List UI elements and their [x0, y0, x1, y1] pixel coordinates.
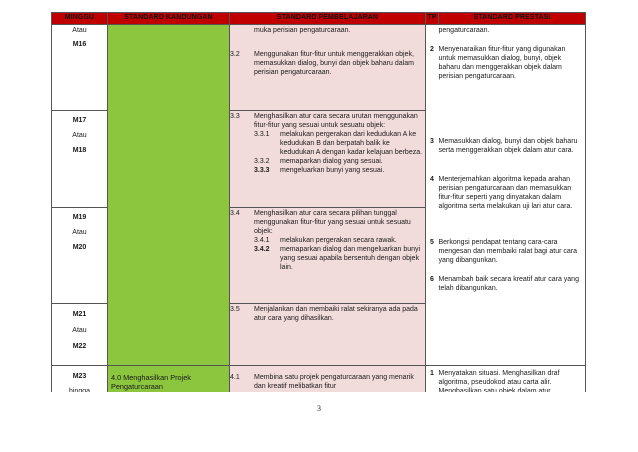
sp-subtext: mengeluarkan bunyi yang sesuai. [280, 167, 385, 174]
sp-number: 3.3 [230, 113, 240, 120]
header-standard-pembelajaran: STANDARD PEMBELAJARAN [230, 13, 426, 25]
header-standard-kandungan: STANDARD KANDUNGAN [108, 13, 230, 25]
tp-number: 6 [430, 276, 434, 283]
week-label: Atau [72, 229, 87, 236]
header-minggu: MINGGU [52, 13, 108, 25]
standard-prestasi-cell [439, 25, 586, 366]
week-cell [52, 208, 108, 304]
standard-pembelajaran-cell [230, 25, 426, 111]
page-number: 3 [317, 404, 321, 413]
week-label: M16 [72, 41, 87, 48]
sp-text: Menghasilkan atur cara secara pilihan tunggal menggunakan fitur-fitur yang sesuai untuk sesuatu objek: [254, 210, 411, 235]
prestasi-text: Menterjemahkan algoritma kepada arahan perisian pengaturcaraan dan memasukkan fitur-fitur seperti yang dinyatakan dalam algoritma serta melakukan uji lari atur cara. [438, 176, 573, 210]
prestasi-text: Memasukkan dialog, bunyi dan objek baharu serta menggerakkan objek dalam atur cara. [438, 138, 578, 154]
sp-text: Menjalankan dan membaiki ralat sekiranya ada pada atur cara yang dihasilkan. [254, 306, 418, 322]
prestasi-text: Berkongsi pendapat tentang cara-cara mengesan dan membaiki ralat bagi atur cara yang dibangunkan. [438, 239, 578, 264]
prestasi-text: Menyenaraikan fitur-fitur yang digunakan untuk memasukkan dialog, bunyi, objek baharu dan menggerakkan objek dalam perisian pengaturcaraan. [438, 46, 566, 80]
tp-number: 5 [430, 239, 434, 246]
sp-subnumber: 3.4.1 [254, 237, 270, 244]
sp-subtext: memaparkan dialog dan mengeluarkan bunyi yang sesuai apabila bersentuh dengan objek lain. [280, 246, 421, 271]
sp-text: Menggunakan fitur-fitur untuk menggerakkan objek, memasukkan dialog, bunyi dan objek baharu dalam perisian pengaturcaraan. [254, 51, 414, 76]
sp-subnumber: 3.3.2 [254, 158, 270, 165]
week-label: M21 [72, 311, 87, 318]
sp-number: 3.5 [230, 306, 240, 313]
header-standard-prestasi: STANDARD PRESTASI [439, 13, 586, 25]
week-label: M22 [72, 343, 87, 350]
standard-prestasi-cell: Menyatakan situasi. Menghasilkan draf algoritma, pseudokod atau carta alir. [439, 366, 586, 406]
table-row [52, 25, 586, 111]
week-cell [52, 304, 108, 366]
sp-subnumber: 3.4.2 [254, 246, 270, 253]
sp-text: Menghasilkan atur cara secara urutan menggunakan fitur-fitur yang sesuai untuk sesuatu objek: [254, 113, 418, 129]
week-cell [52, 111, 108, 208]
curriculum-table [51, 12, 586, 406]
header-row [52, 13, 586, 25]
tp-number: 2 [430, 46, 434, 53]
week-label: Atau [72, 27, 87, 34]
page-bottom-margin [0, 392, 638, 452]
week-label: M20 [72, 244, 87, 251]
header-tp: TP [426, 13, 439, 25]
sp-subtext: melakukan pergerakan secara rawak. [280, 237, 397, 244]
sp-number: 3.2 [230, 51, 240, 58]
week-label: Atau [72, 327, 87, 334]
standard-pembelajaran-cell [230, 304, 426, 366]
week-label: M19 [72, 214, 87, 221]
standard-kandungan-cell: 4.0 Menghasilkan Projek Pengaturcaraan [108, 366, 230, 406]
week-label: M23 [72, 373, 87, 380]
standard-kandungan-cell [108, 25, 230, 366]
tp-cell: 1 [426, 366, 439, 406]
week-label: M17 [72, 117, 87, 124]
sp-subnumber: 3.3.1 [254, 131, 270, 138]
tp-cell [426, 25, 439, 366]
sp-number: 3.4 [230, 210, 240, 217]
week-label: M18 [72, 147, 87, 154]
week-cell [52, 25, 108, 111]
standard-pembelajaran-cell [230, 111, 426, 208]
prestasi-text: Menambah baik secara kreatif atur cara yang telah dibangunkan. [438, 276, 579, 292]
sp-number: 4.1 [230, 374, 240, 381]
prestasi-text: pengaturcaraan. [438, 27, 490, 34]
tp-number: 3 [430, 138, 434, 145]
sp-subnumber: 3.3.3 [254, 167, 270, 174]
sp-text: Membina satu projek pengaturcaraan yang menarik dan kreatif melibatkan fitur [254, 374, 414, 390]
tp-number: 4 [430, 176, 434, 183]
standard-pembelajaran-cell [230, 208, 426, 304]
week-label: Atau [72, 132, 87, 139]
sp-text: muka perisian pengaturcaraan. [254, 27, 351, 34]
sp-subtext: memaparkan dialog yang sesuai. [280, 158, 383, 165]
sp-subtext: melakukan pergerakan dari kedudukan A ke kedudukan B dan berpatah balik ke kedudukan A dengan kadar kelajuan berbeza. [280, 131, 423, 156]
